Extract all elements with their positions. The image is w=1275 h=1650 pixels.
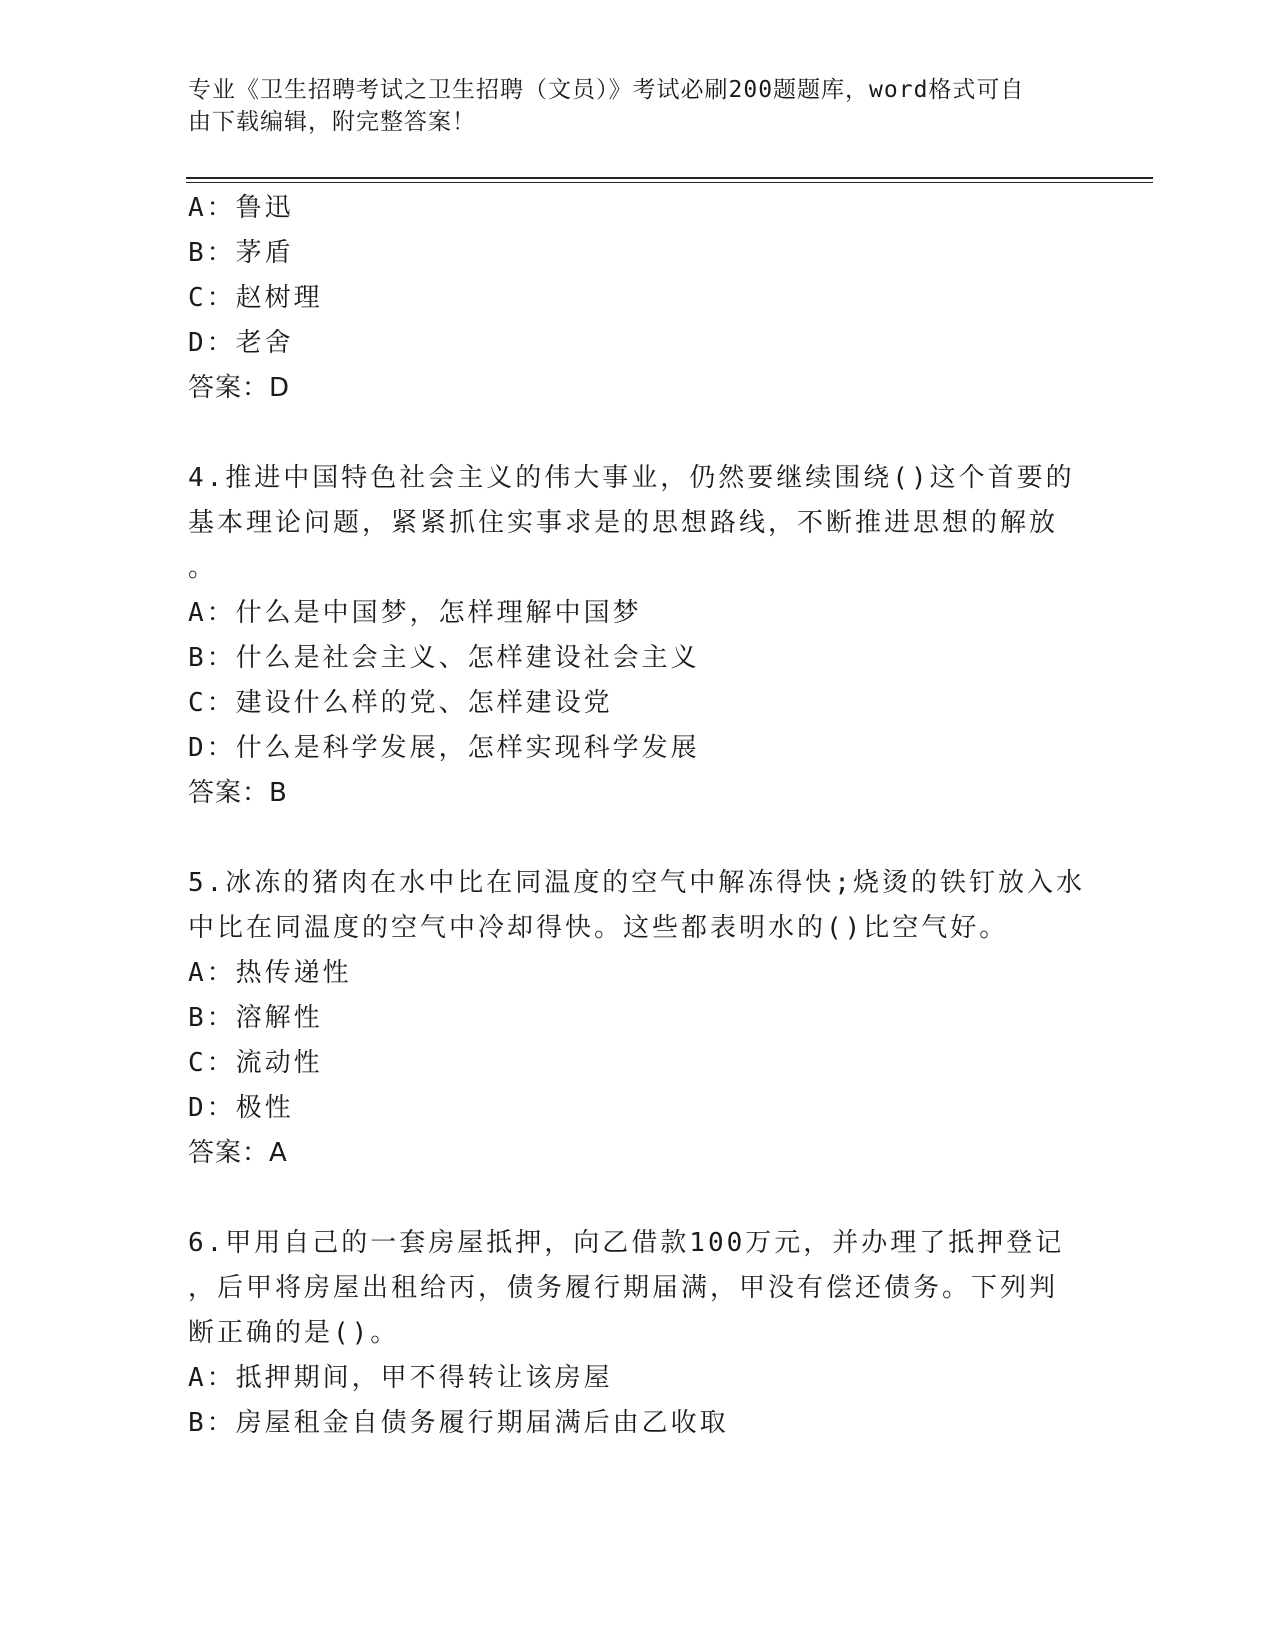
q4-stem-line-2: 基本理论问题，紧紧抓住实事求是的思想路线，不断推进思想的解放 [188, 508, 1059, 538]
q4-option-d: D：什么是科学发展，怎样实现科学发展 [188, 733, 700, 763]
q6-option-b: B：房屋租金自债务履行期届满后由乙收取 [188, 1408, 729, 1438]
q5-answer: 答案：A [188, 1138, 288, 1168]
q5-stem-line-1: 5.冰冻的猪肉在水中比在同温度的空气中解冻得快;烧烫的铁钉放入水 [188, 868, 1085, 898]
header-line-1: 专业《卫生招聘考试之卫生招聘（文员）》考试必刷200题题库，word格式可自 [188, 77, 1025, 103]
q4-stem-line-1: 4.推进中国特色社会主义的伟大事业，仍然要继续围绕()这个首要的 [188, 463, 1075, 493]
q5-option-a: A：热传递性 [188, 958, 352, 988]
q3-option-d: D：老舍 [188, 328, 294, 358]
q5-option-c: C：流动性 [188, 1048, 323, 1078]
q6-option-a: A：抵押期间，甲不得转让该房屋 [188, 1363, 613, 1393]
q3-answer: 答案：D [188, 373, 291, 403]
q4-option-b: B：什么是社会主义、怎样建设社会主义 [188, 643, 700, 673]
header-rule-thin [186, 182, 1153, 183]
q4-option-a: A：什么是中国梦，怎样理解中国梦 [188, 598, 642, 628]
q6-stem-line-1: 6.甲用自己的一套房屋抵押，向乙借款100万元，并办理了抵押登记 [188, 1228, 1065, 1258]
q3-option-c: C：赵树理 [188, 283, 323, 313]
q6-stem-line-2: ，后甲将房屋出租给丙，债务履行期届满，甲没有偿还债务。下列判 [188, 1273, 1059, 1303]
q4-stem-line-3: 。 [188, 553, 218, 583]
q6-stem-line-3: 断正确的是()。 [188, 1318, 400, 1348]
q4-option-c: C：建设什么样的党、怎样建设党 [188, 688, 613, 718]
q3-option-a: A：鲁迅 [188, 193, 294, 223]
header-rule-thick [186, 177, 1153, 179]
q5-option-d: D：极性 [188, 1093, 294, 1123]
document-header [188, 74, 1068, 138]
q5-option-b: B：溶解性 [188, 1003, 323, 1033]
header-line-2: 由下载编辑，附完整答案！ [188, 109, 476, 135]
q4-answer: 答案：B [188, 778, 288, 808]
q3-option-b: B：茅盾 [188, 238, 294, 268]
q5-stem-line-2: 中比在同温度的空气中冷却得快。这些都表明水的()比空气好。 [188, 913, 1009, 943]
